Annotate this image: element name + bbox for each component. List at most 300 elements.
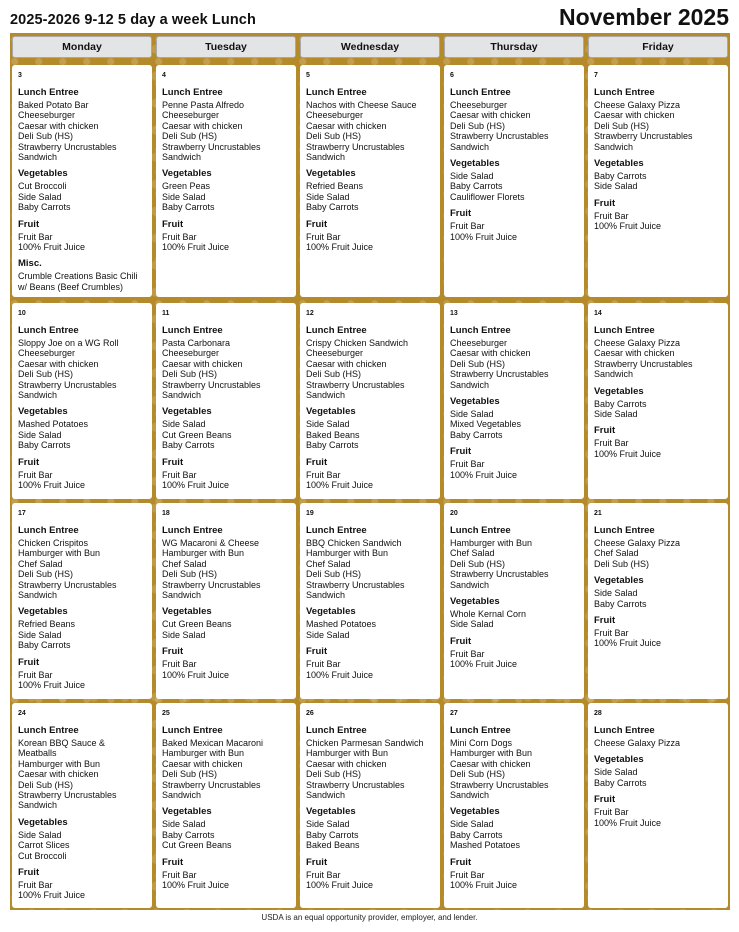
menu-item: Deli Sub (HS): [594, 120, 650, 131]
menu-item: Side Salad: [594, 588, 638, 599]
menu-section: [594, 198, 722, 232]
day-cell: [444, 65, 584, 297]
day-cell: [300, 503, 440, 699]
menu-item: Baby Carrots: [18, 440, 71, 451]
date-number: 18: [162, 510, 170, 517]
menu-section: [450, 208, 578, 242]
date-number: 6: [450, 72, 454, 79]
menu-item: Baby Carrots: [450, 181, 503, 192]
section-heading: Vegetables: [306, 806, 356, 818]
menu-section: [450, 158, 578, 202]
calendar-grid: [10, 33, 730, 910]
date-number: 17: [18, 510, 26, 517]
date-number: 20: [450, 510, 458, 517]
menu-item: Strawberry Uncrustables Sandwich: [162, 779, 261, 801]
menu-section: [162, 168, 290, 212]
section-heading: Lunch Entree: [18, 725, 79, 736]
menu-item: Deli Sub (HS): [18, 569, 74, 580]
menu-section: [594, 794, 722, 828]
menu-item: Baby Carrots: [18, 640, 71, 651]
menu-section: [306, 325, 434, 400]
menu-item: Carrot Slices: [18, 840, 70, 851]
menu-item: Strawberry Uncrustables Sandwich: [18, 790, 117, 811]
usda-footer: USDA is an equal opportunity provider, employer, and lender.: [261, 913, 478, 922]
menu-section: [450, 396, 578, 440]
menu-item: Baked Potato Bar: [18, 100, 89, 110]
menu-section: [18, 606, 146, 650]
menu-section: [18, 657, 146, 691]
menu-item: Deli Sub (HS): [162, 131, 218, 142]
menu-item: Crumble Creations Basic Chili w/ Beans (Beef Crumbles): [18, 271, 138, 292]
menu-item: Strawberry Uncrustables Sandwich: [306, 379, 405, 401]
section-heading: Lunch Entree: [450, 87, 511, 98]
section-heading: Fruit: [450, 446, 472, 458]
menu-item: 100% Fruit Juice: [306, 480, 374, 491]
menu-item: 100% Fruit Juice: [306, 669, 374, 680]
menu-item: Cauliflower Florets: [450, 191, 525, 202]
day-cell: [588, 303, 728, 499]
day-header-monday: Monday: [12, 36, 152, 58]
menu-item: Side Salad: [18, 191, 62, 202]
menu-item: Caesar with chicken: [450, 110, 531, 121]
menu-item: Deli Sub (HS): [162, 369, 218, 380]
menu-item: Strawberry Uncrustables Sandwich: [162, 379, 261, 401]
menu-item: Caesar with chicken: [162, 758, 243, 769]
menu-item: Side Salad: [594, 767, 638, 778]
section-heading: Fruit: [18, 656, 40, 668]
day-header-friday: Friday: [588, 36, 728, 58]
menu-item: Mixed Vegetables: [450, 419, 522, 430]
menu-item: Hamburger with Bun: [18, 548, 101, 559]
menu-section: [450, 446, 578, 480]
menu-item: Caesar with chicken: [162, 358, 243, 369]
menu-section: [162, 606, 290, 640]
menu-item: Cheeseburger: [306, 348, 364, 359]
menu-section: [306, 406, 434, 450]
menu-item: Side Salad: [18, 829, 62, 840]
menu-item: Cheeseburger: [162, 110, 220, 121]
menu-item: Fruit Bar: [306, 231, 341, 242]
menu-section: [18, 219, 146, 253]
menu-item: Baked Beans: [306, 840, 360, 851]
section-heading: Fruit: [306, 218, 328, 230]
date-number: 19: [306, 510, 314, 517]
menu-section: [162, 406, 290, 450]
menu-item: Sloppy Joe on a WG Roll: [18, 338, 119, 348]
menu-item: Mashed Potatoes: [306, 619, 377, 630]
menu-item: Side Salad: [162, 819, 206, 830]
section-heading: Lunch Entree: [306, 725, 367, 736]
menu-item: Hamburger with Bun: [306, 548, 389, 559]
section-heading: Fruit: [594, 197, 616, 209]
menu-item: Cheeseburger: [162, 348, 220, 359]
menu-item: Baby Carrots: [306, 829, 359, 840]
section-heading: Misc.: [18, 258, 42, 270]
menu-section: [450, 857, 578, 891]
menu-section: [450, 596, 578, 630]
menu-item: Fruit Bar: [306, 659, 341, 670]
menu-item: Cut Broccoli: [18, 181, 67, 192]
day-cell: [588, 503, 728, 699]
day-cell: [12, 503, 152, 699]
section-heading: Fruit: [450, 635, 472, 647]
section-heading: Lunch Entree: [18, 525, 79, 536]
menu-item: 100% Fruit Juice: [594, 817, 662, 828]
menu-section: [162, 525, 290, 600]
menu-item: Side Salad: [162, 191, 206, 202]
section-heading: Vegetables: [594, 754, 644, 766]
menu-item: Fruit Bar: [18, 880, 53, 891]
menu-item: Deli Sub (HS): [450, 769, 506, 780]
menu-item: Strawberry Uncrustables Sandwich: [306, 779, 405, 801]
menu-item: Side Salad: [594, 409, 638, 420]
menu-item: Deli Sub (HS): [450, 120, 506, 131]
menu-item: Side Salad: [18, 429, 62, 440]
menu-item: 100% Fruit Juice: [162, 669, 230, 680]
section-heading: Vegetables: [450, 596, 500, 608]
menu-item: Cut Green Beans: [162, 840, 232, 851]
day-cell: [156, 65, 296, 297]
day-cell: [300, 65, 440, 297]
menu-item: Baby Carrots: [450, 829, 503, 840]
section-heading: Vegetables: [162, 606, 212, 618]
day-cell: [300, 303, 440, 499]
day-cell: [444, 703, 584, 908]
menu-item: Baby Carrots: [594, 398, 647, 409]
menu-item: Caesar with chicken: [450, 348, 531, 359]
date-number: 12: [306, 310, 314, 317]
section-heading: Lunch Entree: [450, 725, 511, 736]
day-cell: [12, 303, 152, 499]
day-header-tuesday: Tuesday: [156, 36, 296, 58]
date-number: 3: [18, 72, 22, 79]
menu-item: 100% Fruit Juice: [306, 242, 374, 253]
menu-section: [594, 525, 722, 569]
menu-item: Baby Carrots: [162, 440, 215, 451]
menu-item: 100% Fruit Juice: [594, 448, 662, 459]
section-heading: Fruit: [162, 456, 184, 468]
menu-item: 100% Fruit Juice: [450, 659, 518, 670]
section-heading: Lunch Entree: [306, 87, 367, 98]
day-cell: [12, 65, 152, 297]
menu-item: Cheese Galaxy Pizza: [594, 738, 681, 748]
menu-item: Side Salad: [450, 619, 494, 630]
section-heading: Lunch Entree: [306, 325, 367, 336]
date-number: 13: [450, 310, 458, 317]
menu-item: Side Salad: [450, 409, 494, 420]
section-heading: Vegetables: [594, 158, 644, 170]
menu-item: 100% Fruit Juice: [18, 890, 86, 901]
date-number: 21: [594, 510, 602, 517]
menu-item: Cheese Galaxy Pizza: [594, 538, 681, 548]
menu-item: Baby Carrots: [594, 598, 647, 609]
date-number: 24: [18, 710, 26, 717]
menu-item: Crispy Chicken Sandwich: [306, 338, 409, 348]
menu-item: Mini Corn Dogs: [450, 738, 513, 748]
menu-section: [18, 87, 146, 162]
menu-item: Strawberry Uncrustables Sandwich: [450, 369, 549, 390]
menu-item: 100% Fruit Juice: [306, 880, 374, 891]
menu-item: Caesar with chicken: [594, 110, 675, 121]
menu-item: Fruit Bar: [162, 231, 197, 242]
menu-item: Caesar with chicken: [450, 758, 531, 769]
menu-item: Baked Beans: [306, 429, 360, 440]
menu-item: Fruit Bar: [162, 869, 197, 880]
menu-item: Cut Broccoli: [18, 850, 67, 861]
menu-item: Korean BBQ Sauce & Meatballs: [18, 738, 106, 759]
menu-section: [162, 457, 290, 491]
menu-item: Hamburger with Bun: [162, 748, 245, 759]
section-heading: Fruit: [162, 856, 184, 868]
menu-item: BBQ Chicken Sandwich: [306, 538, 402, 548]
menu-item: Strawberry Uncrustables Sandwich: [450, 779, 549, 801]
menu-item: Baby Carrots: [18, 202, 71, 213]
menu-item: 100% Fruit Juice: [594, 221, 662, 232]
menu-section: [450, 636, 578, 670]
menu-section: [450, 325, 578, 390]
day-cell: [156, 303, 296, 499]
menu-item: Fruit Bar: [162, 469, 197, 480]
menu-section: [594, 725, 722, 748]
menu-item: Deli Sub (HS): [18, 369, 74, 380]
menu-item: Chicken Parmesan Sandwich: [306, 738, 424, 748]
menu-item: Caesar with chicken: [18, 358, 99, 369]
menu-section: [594, 575, 722, 609]
menu-item: Baby Carrots: [594, 777, 647, 788]
menu-section: [306, 646, 434, 680]
menu-section: [306, 857, 434, 891]
menu-item: Side Salad: [162, 629, 206, 640]
menu-item: Fruit Bar: [162, 659, 197, 670]
menu-item: 100% Fruit Juice: [162, 880, 230, 891]
menu-section: [306, 525, 434, 600]
section-heading: Vegetables: [162, 406, 212, 418]
section-heading: Lunch Entree: [162, 725, 223, 736]
menu-item: 100% Fruit Juice: [450, 469, 518, 480]
menu-section: [162, 219, 290, 253]
menu-item: Fruit Bar: [450, 869, 485, 880]
menu-item: 100% Fruit Juice: [450, 231, 518, 242]
menu-item: Cheese Galaxy Pizza: [594, 100, 681, 110]
menu-title: 2025-2026 9-12 5 day a week Lunch: [10, 12, 256, 28]
section-heading: Fruit: [18, 867, 40, 879]
menu-section: [594, 386, 722, 420]
menu-section: [162, 725, 290, 800]
menu-section: [18, 258, 146, 292]
section-heading: Fruit: [18, 218, 40, 230]
section-heading: Vegetables: [450, 806, 500, 818]
menu-item: Hamburger with Bun: [162, 548, 245, 559]
month-title: November 2025: [558, 4, 729, 30]
menu-section: [594, 425, 722, 459]
section-heading: Lunch Entree: [162, 87, 223, 98]
menu-section: [306, 168, 434, 212]
menu-item: Deli Sub (HS): [306, 569, 362, 580]
menu-section: [594, 615, 722, 649]
menu-item: 100% Fruit Juice: [450, 880, 518, 891]
section-heading: Fruit: [18, 456, 40, 468]
section-heading: Vegetables: [306, 168, 356, 180]
date-number: 11: [162, 310, 170, 317]
menu-item: Side Salad: [306, 419, 350, 430]
menu-section: [162, 646, 290, 680]
section-heading: Vegetables: [162, 168, 212, 180]
menu-item: Side Salad: [306, 191, 350, 202]
menu-item: Fruit Bar: [594, 628, 629, 639]
menu-item: 100% Fruit Juice: [18, 680, 86, 691]
section-heading: Lunch Entree: [450, 325, 511, 336]
section-heading: Fruit: [594, 425, 616, 437]
day-header-thursday: Thursday: [444, 36, 584, 58]
menu-section: [18, 168, 146, 212]
menu-item: Whole Kernal Corn: [450, 609, 527, 620]
section-heading: Lunch Entree: [18, 87, 79, 98]
menu-item: Fruit Bar: [306, 469, 341, 480]
section-heading: Vegetables: [594, 575, 644, 587]
menu-item: Strawberry Uncrustables Sandwich: [450, 569, 549, 590]
menu-item: Caesar with chicken: [594, 348, 675, 359]
menu-item: Deli Sub (HS): [306, 769, 362, 780]
menu-section: [594, 754, 722, 788]
menu-section: [306, 87, 434, 162]
menu-item: WG Macaroni & Cheese: [162, 538, 260, 548]
menu-item: Chef Salad: [306, 558, 351, 569]
menu-item: Deli Sub (HS): [450, 558, 506, 569]
menu-item: Cheeseburger: [450, 100, 508, 110]
menu-section: [162, 857, 290, 891]
date-number: 27: [450, 710, 458, 717]
menu-item: Caesar with chicken: [18, 120, 99, 131]
menu-item: Side Salad: [450, 819, 494, 830]
menu-item: Strawberry Uncrustables Sandwich: [18, 141, 117, 163]
menu-item: Fruit Bar: [450, 221, 485, 232]
section-heading: Vegetables: [306, 406, 356, 418]
menu-item: Chef Salad: [18, 558, 63, 569]
section-heading: Fruit: [450, 856, 472, 868]
menu-item: Hamburger with Bun: [306, 748, 389, 759]
menu-item: Chef Salad: [450, 548, 495, 559]
section-heading: Vegetables: [18, 606, 68, 618]
section-heading: Lunch Entree: [594, 725, 655, 736]
menu-item: Green Peas: [162, 181, 211, 192]
day-cell: [588, 703, 728, 908]
menu-item: Hamburger with Bun: [450, 538, 533, 548]
menu-item: Mashed Potatoes: [450, 840, 521, 851]
day-cell: [300, 703, 440, 908]
menu-section: [594, 325, 722, 380]
menu-item: Chef Salad: [162, 558, 207, 569]
menu-section: [18, 457, 146, 491]
menu-section: [162, 806, 290, 850]
menu-item: Baby Carrots: [450, 429, 503, 440]
menu-item: Side Salad: [306, 819, 350, 830]
section-heading: Fruit: [162, 646, 184, 658]
menu-item: Fruit Bar: [18, 669, 53, 680]
section-heading: Vegetables: [162, 806, 212, 818]
menu-item: Baby Carrots: [306, 202, 359, 213]
section-heading: Vegetables: [594, 385, 644, 397]
menu-item: Deli Sub (HS): [306, 131, 362, 142]
section-heading: Fruit: [450, 208, 472, 220]
menu-section: [162, 325, 290, 400]
menu-item: Cheeseburger: [18, 348, 76, 359]
menu-section: [594, 158, 722, 192]
menu-section: [18, 525, 146, 600]
menu-section: [306, 806, 434, 850]
menu-section: [594, 87, 722, 152]
section-heading: Lunch Entree: [306, 525, 367, 536]
section-heading: Fruit: [306, 856, 328, 868]
menu-item: Cheese Galaxy Pizza: [594, 338, 681, 348]
menu-item: Fruit Bar: [450, 648, 485, 659]
menu-item: Deli Sub (HS): [18, 131, 74, 142]
menu-item: Hamburger with Bun: [18, 758, 101, 769]
date-number: 14: [594, 310, 602, 317]
date-number: 28: [594, 710, 602, 717]
menu-item: Strawberry Uncrustables Sandwich: [594, 358, 693, 380]
menu-item: Baby Carrots: [594, 171, 647, 182]
menu-item: Fruit Bar: [18, 469, 53, 480]
date-number: 10: [18, 310, 26, 317]
section-heading: Lunch Entree: [594, 525, 655, 536]
date-number: 26: [306, 710, 314, 717]
menu-item: Side Salad: [162, 419, 206, 430]
menu-item: Deli Sub (HS): [162, 569, 218, 580]
section-heading: Lunch Entree: [594, 325, 655, 336]
section-heading: Lunch Entree: [594, 87, 655, 98]
date-number: 5: [306, 72, 310, 79]
day-cell: [12, 703, 152, 908]
menu-item: Cheeseburger: [306, 110, 364, 121]
menu-item: Fruit Bar: [306, 869, 341, 880]
date-number: 7: [594, 72, 598, 79]
date-number: 25: [162, 710, 170, 717]
menu-item: Strawberry Uncrustables Sandwich: [162, 579, 261, 601]
menu-item: 100% Fruit Juice: [18, 480, 86, 491]
menu-item: Deli Sub (HS): [450, 358, 506, 369]
menu-item: Strawberry Uncrustables Sandwich: [18, 379, 117, 401]
menu-item: Nachos with Cheese Sauce: [306, 100, 417, 110]
menu-item: Caesar with chicken: [306, 758, 387, 769]
menu-section: [306, 219, 434, 253]
menu-section: [18, 817, 146, 861]
menu-section: [450, 806, 578, 850]
menu-item: Chicken Crispitos: [18, 538, 89, 548]
date-number: 4: [162, 72, 166, 79]
menu-item: Deli Sub (HS): [18, 779, 74, 790]
section-heading: Vegetables: [306, 606, 356, 618]
menu-item: Baked Mexican Macaroni: [162, 738, 264, 748]
menu-item: 100% Fruit Juice: [18, 242, 86, 253]
menu-section: [450, 725, 578, 800]
menu-section: [18, 725, 146, 811]
menu-item: Caesar with chicken: [306, 120, 387, 131]
menu-item: Deli Sub (HS): [306, 369, 362, 380]
menu-item: Pasta Carbonara: [162, 338, 231, 348]
day-cell: [156, 503, 296, 699]
menu-item: Fruit Bar: [594, 210, 629, 221]
section-heading: Fruit: [162, 218, 184, 230]
menu-item: Fruit Bar: [18, 231, 53, 242]
section-heading: Vegetables: [450, 396, 500, 408]
menu-item: Cut Green Beans: [162, 429, 232, 440]
section-heading: Lunch Entree: [162, 525, 223, 536]
menu-item: Strawberry Uncrustables Sandwich: [594, 131, 693, 152]
menu-section: [306, 457, 434, 491]
menu-section: [162, 87, 290, 162]
day-cell: [444, 503, 584, 699]
menu-item: Baby Carrots: [162, 829, 215, 840]
